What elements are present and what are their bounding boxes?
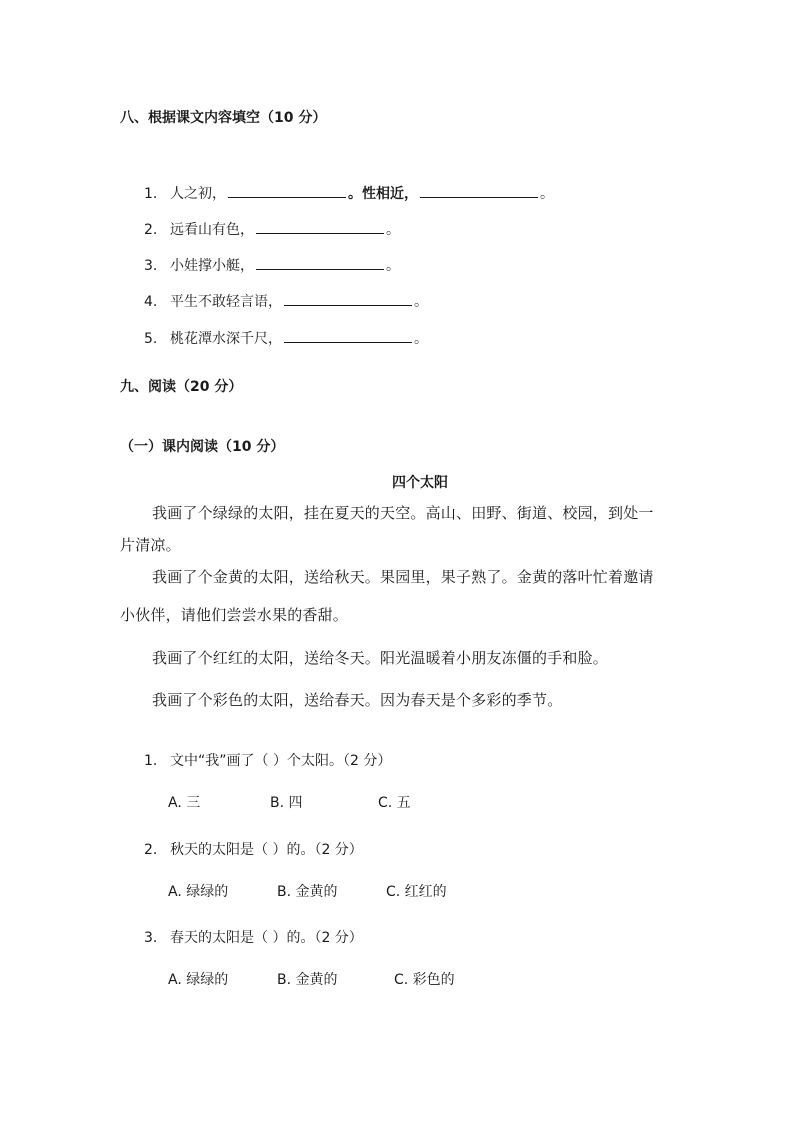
item-text-b: 性相近， — [362, 186, 418, 202]
item-number: 4. — [144, 294, 158, 310]
passage-title: 四个太阳 — [392, 475, 448, 491]
question-1 — [144, 750, 391, 770]
item-text: 远看山有色， — [170, 222, 254, 238]
answer-blank[interactable] — [256, 255, 384, 270]
option-b[interactable]: B. 金黄的 — [277, 972, 338, 988]
item-number: 1. — [144, 186, 158, 202]
question-3 — [144, 927, 363, 947]
answer-blank[interactable] — [228, 183, 346, 198]
item-text: 桃花潭水深千尺， — [170, 331, 282, 347]
answer-blank[interactable] — [256, 219, 384, 234]
option-a[interactable]: A. 绿绿的 — [168, 972, 229, 988]
passage-paragraph: 片清凉。 — [120, 536, 181, 554]
option-b[interactable]: B. 四 — [270, 795, 303, 811]
section-8-title: 八、根据课文内容填空（10 分） — [120, 110, 327, 126]
fill-item-1 — [144, 183, 554, 203]
fill-item-2 — [144, 219, 400, 239]
item-end: 。 — [348, 186, 362, 202]
option-c[interactable]: C. 五 — [378, 795, 411, 811]
fill-item-3 — [144, 255, 400, 275]
question-number: 3. — [144, 930, 158, 946]
fill-item-4 — [144, 291, 428, 311]
option-a[interactable]: A. 三 — [168, 795, 201, 811]
passage-paragraph: 我画了个金黄的太阳，送给秋天。果园里，果子熟了。金黄的落叶忙着邀请 — [152, 568, 654, 586]
item-text: 人之初， — [170, 186, 226, 202]
item-end: 。 — [386, 222, 400, 238]
passage-paragraph: 我画了个彩色的太阳，送给春天。因为春天是个多彩的季节。 — [152, 691, 563, 709]
item-end: 。 — [414, 294, 428, 310]
item-end: 。 — [414, 331, 428, 347]
question-text: 春天的太阳是（ ）的。（2 分） — [170, 930, 363, 946]
item-number: 3. — [144, 258, 158, 274]
item-end: 。 — [386, 258, 400, 274]
passage-paragraph: 小伙伴，请他们尝尝水果的香甜。 — [120, 606, 349, 624]
option-c[interactable]: C. 红红的 — [386, 884, 447, 900]
option-a[interactable]: A. 绿绿的 — [168, 884, 229, 900]
fill-item-5 — [144, 328, 428, 348]
answer-blank[interactable] — [420, 183, 538, 198]
answer-blank[interactable] — [284, 328, 412, 343]
question-1-options — [168, 792, 411, 812]
item-number: 5. — [144, 331, 158, 347]
item-text: 小娃撑小艇， — [170, 258, 254, 274]
question-2-options — [168, 881, 447, 901]
question-number: 2. — [144, 842, 158, 858]
section-9-title: 九、阅读（20 分） — [120, 379, 243, 395]
question-text: 秋天的太阳是（ ）的。（2 分） — [170, 842, 363, 858]
question-number: 1. — [144, 753, 158, 769]
option-b[interactable]: B. 金黄的 — [277, 884, 338, 900]
question-2 — [144, 839, 363, 859]
answer-blank[interactable] — [284, 291, 412, 306]
item-number: 2. — [144, 222, 158, 238]
item-text: 平生不敢轻言语， — [170, 294, 282, 310]
option-c[interactable]: C. 彩色的 — [394, 972, 455, 988]
question-3-options — [168, 969, 455, 989]
item-end: 。 — [540, 186, 554, 202]
passage-paragraph: 我画了个绿绿的太阳，挂在夏天的天空。高山、田野、街道、校园，到处一 — [152, 504, 654, 522]
passage-paragraph: 我画了个红红的太阳，送给冬天。阳光温暖着小朋友冻僵的手和脸。 — [152, 649, 609, 667]
reading-subsection-title: （一）课内阅读（10 分） — [120, 439, 285, 455]
question-text: 文中“我”画了（ ）个太阳。（2 分） — [170, 753, 392, 769]
